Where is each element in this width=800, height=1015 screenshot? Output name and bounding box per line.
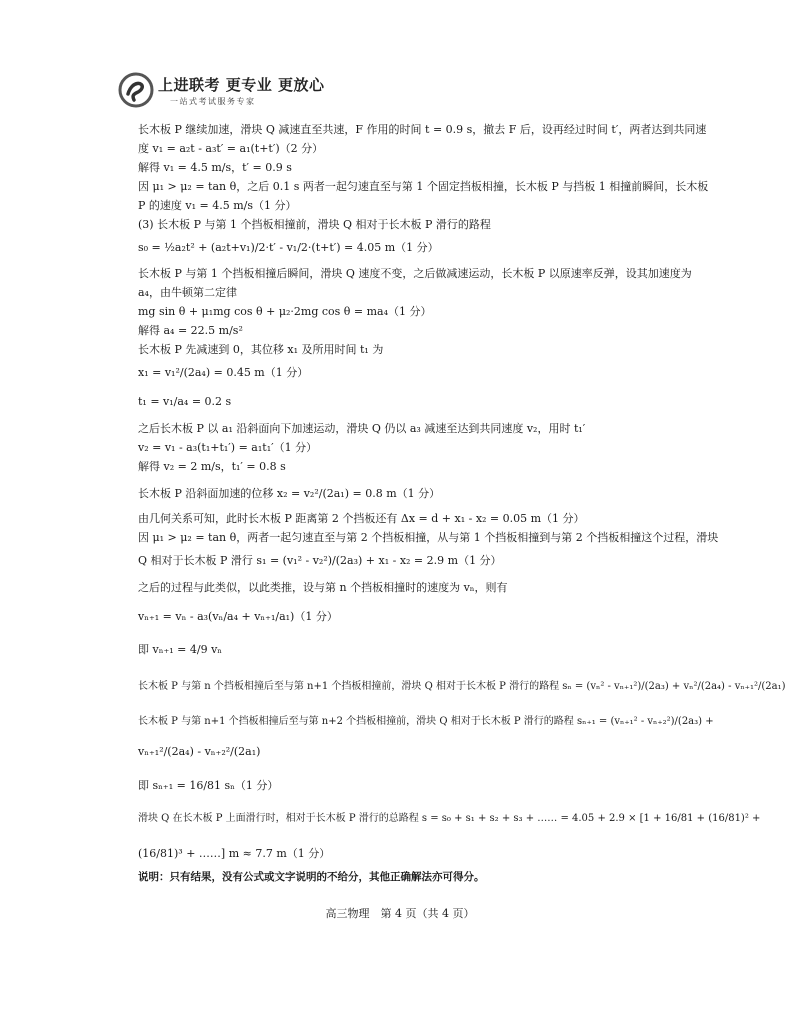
formula-line: vₙ₊₁²/(2a₄) - vₙ₊₂²/(2a₁) (138, 745, 261, 758)
header-slogan: 上进联考 更专业 更放心 (158, 76, 325, 94)
text-line: 由几何关系可知，此时长木板 P 距离第 2 个挡板还有 Δx = d + x₁ - x₂ = 0.05 m（1 分） (138, 512, 585, 525)
header-logo (118, 72, 338, 112)
formula-line: v₂ = v₁ - a₃(t₁+t₁′) = a₁t₁′（1 分） (138, 441, 318, 454)
formula-line: vₙ₊₁ = vₙ - a₃(vₙ/a₄ + vₙ₊₁/a₁)（1 分） (138, 610, 338, 623)
text-line: 因 μ₁ > μ₂ = tan θ，两者一起匀速直至与第 2 个挡板相撞，从与第 1 个挡板相撞到与第 2 个挡板相撞这个过程，滑块 (138, 531, 719, 544)
formula-line: Q 相对于长木板 P 滑行 s₁ = (v₁² - v₂²)/(2a₃) + x₁ - x₂ = 2.9 m（1 分） (138, 554, 502, 567)
formula-line: 长木板 P 沿斜面加速的位移 x₂ = v₂²/(2a₁) = 0.8 m（1 分） (138, 487, 441, 500)
formula-line: 长木板 P 与第 n 个挡板相撞后至与第 n+1 个挡板相撞前，滑块 Q 相对于长木板 P 滑行的路程 sₙ = (vₙ² - vₙ₊₁²)/(2a₃) + vₙ²/(2a₄) - vₙ₊₁²/(2a₁) (138, 681, 786, 692)
formula-line: 即 vₙ₊₁ = 4/9 vₙ (138, 643, 223, 656)
page-footer: 高三物理 第 4 页（共 4 页） (325, 907, 475, 920)
formula-line: 长木板 P 与第 n+1 个挡板相撞后至与第 n+2 个挡板相撞前，滑块 Q 相对于长木板 P 滑行的路程 sₙ₊₁ = (vₙ₊₁² - vₙ₊₂²)/(2a₃) + (138, 716, 714, 727)
text-line: 长木板 P 先减速到 0，其位移 x₁ 及所用时间 t₁ 为 (138, 343, 384, 356)
formula-line: (16/81)³ + ……] m ≈ 7.7 m（1 分） (138, 847, 331, 860)
formula-line: 滑块 Q 在长木板 P 上面滑行时，相对于长木板 P 滑行的总路程 s = s₀ + s₁ + s₂ + s₃ + …… = 4.05 + 2.9 × [1 + 16/81 + (16/81)² + (138, 813, 761, 824)
text-line: 因 μ₁ > μ₂ = tan θ，之后 0.1 s 两者一起匀速直至与第 1 个固定挡板相撞，长木板 P 与挡板 1 相撞前瞬间，长木板 (138, 180, 709, 193)
text-line: 之后的过程与此类似，以此类推，设与第 n 个挡板相撞时的速度为 vₙ，则有 (138, 581, 508, 594)
text-line: (3) 长木板 P 与第 1 个挡板相撞前，滑块 Q 相对于长木板 P 滑行的路程 (138, 218, 491, 231)
text-line: 之后长木板 P 以 a₁ 沿斜面向下加速运动，滑块 Q 仍以 a₃ 减速至达到共同速度 v₂，用时 t₁′ (138, 422, 586, 435)
text-line: 度 v₁ = a₂t - a₃t′ = a₁(t+t′)（2 分） (138, 142, 324, 155)
formula-line: mg sin θ + μ₁mg cos θ + μ₂·2mg cos θ = ma₄（1 分） (138, 305, 432, 318)
grading-note: 说明：只有结果，没有公式或文字说明的不给分，其他正确解法亦可得分。 (138, 871, 485, 883)
text-line: 解得 v₂ = 2 m/s，t₁′ = 0.8 s (138, 460, 286, 473)
header-subtitle: 一站式考试服务专家 (170, 97, 256, 106)
formula-line: 即 sₙ₊₁ = 16/81 sₙ（1 分） (138, 779, 279, 792)
formula-line: x₁ = v₁²/(2a₄) = 0.45 m（1 分） (138, 366, 309, 379)
formula-line: t₁ = v₁/a₄ = 0.2 s (138, 395, 232, 408)
text-line: P 的速度 v₁ = 4.5 m/s（1 分） (138, 199, 297, 212)
text-line: 长木板 P 继续加速，滑块 Q 减速直至共速，F 作用的时间 t = 0.9 s，撤去 F 后，设再经过时间 t′，两者达到共同速 (138, 123, 707, 136)
formula-line: s₀ = ½a₂t² + (a₂t+v₁)/2·t′ - v₁/2·(t+t′) = 4.05 m（1 分） (138, 241, 439, 254)
text-line: 长木板 P 与第 1 个挡板相撞后瞬间，滑块 Q 速度不变，之后做减速运动，长木板 P 以原速率反弹，设其加速度为 (138, 267, 692, 280)
brand-swirl-icon (118, 72, 154, 108)
text-line: 解得 a₄ = 22.5 m/s² (138, 324, 243, 337)
text-line: 解得 v₁ = 4.5 m/s，t′ = 0.9 s (138, 161, 292, 174)
text-line: a₄，由牛顿第二定律 (138, 286, 237, 299)
